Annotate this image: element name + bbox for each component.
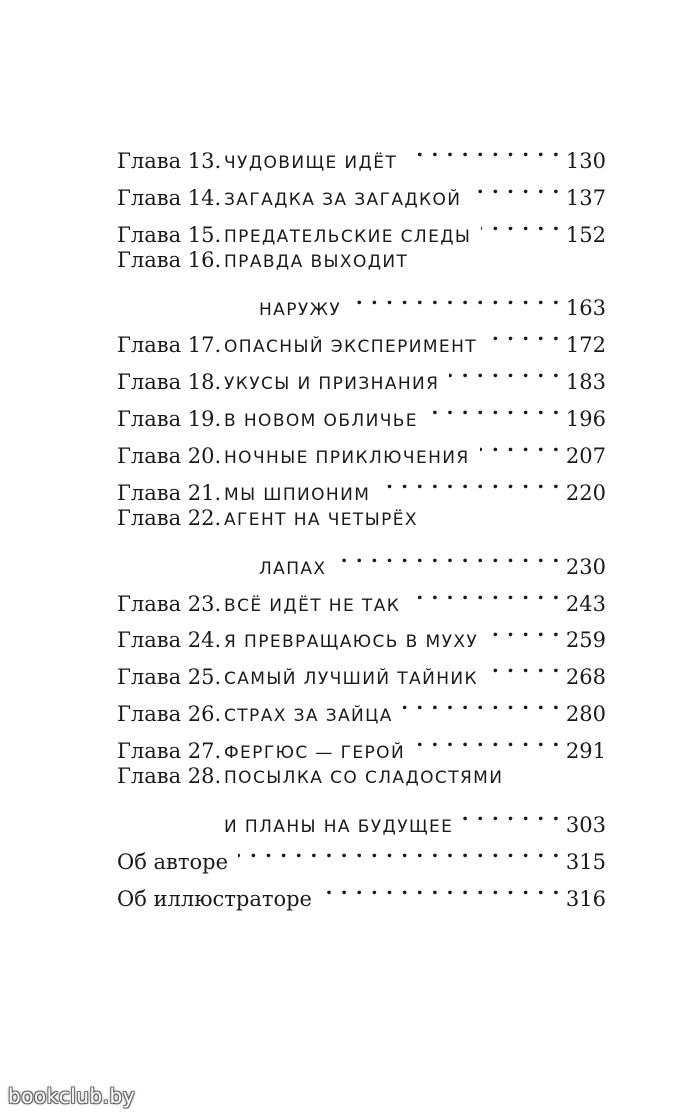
page-number: 230: [565, 554, 606, 579]
table-of-contents: [117, 131, 606, 911]
toc-entry-about-illustrator: [117, 869, 606, 911]
toc-entry: [117, 758, 606, 837]
watermark: bookclub.by: [8, 1084, 136, 1108]
leader-dots: [410, 574, 560, 611]
chapter-label: Глава 21.: [117, 480, 222, 505]
chapter-title-continued: И ПЛАНЫ НА БУДУЩЕЕ: [224, 816, 454, 837]
chapter-title: В НОВОМ ОБЛИЧЬЕ: [224, 411, 418, 432]
chapter-title: Я ПРЕВРАЩАЮСЬ В МУХУ: [224, 632, 479, 653]
chapter-title: ПРЕДАТЕЛЬСКИЕ СЛЕДЫ: [224, 226, 472, 247]
page-number: 280: [565, 702, 606, 727]
page-number: 163: [565, 296, 606, 321]
page-number: 207: [565, 444, 606, 469]
toc-entry: [117, 611, 606, 653]
toc-entry: [117, 684, 606, 727]
chapter-label: Глава 14.: [117, 185, 222, 210]
toc-entry: [117, 463, 606, 505]
leader-dots: [488, 647, 560, 684]
leader-dots: [487, 315, 560, 352]
page-number: 183: [565, 370, 606, 395]
leader-dots: [449, 352, 560, 389]
chapter-label: Глава 13.: [117, 148, 222, 173]
leader-dots: [415, 721, 560, 758]
leader-dots: [403, 684, 560, 721]
leader-dots: [322, 869, 560, 906]
leader-dots: [481, 205, 560, 242]
chapter-title: ФЕРГЮС — ГЕРОЙ: [224, 743, 406, 764]
chapter-title: ПОСЫЛКА СО СЛАДОСТЯМИ: [224, 768, 504, 789]
chapter-title: ПРАВДА ВЫХОДИТ: [224, 251, 409, 272]
toc-entry: [117, 168, 606, 210]
toc-entry: [117, 426, 606, 469]
page-number: 291: [565, 739, 606, 764]
page-number: 316: [565, 886, 606, 911]
chapter-title: САМЫЙ ЛУЧШИЙ ТАЙНИК: [224, 669, 478, 690]
entry-label: Об авторе: [117, 849, 229, 874]
chapter-label: Глава 18.: [117, 370, 222, 395]
chapter-title: МЫ ШПИОНИМ: [224, 484, 371, 505]
toc-entry: [117, 131, 606, 173]
page-number: 220: [565, 480, 606, 505]
chapter-title-continued: ЛАПАХ: [259, 558, 327, 579]
page-number: 259: [565, 628, 606, 653]
page-number: 243: [565, 591, 606, 616]
toc-entry: [117, 500, 606, 579]
leader-dots: [428, 389, 560, 426]
leader-dots: [238, 832, 560, 869]
leader-dots: [480, 426, 560, 463]
chapter-title: ЧУДОВИЩЕ ИДЁТ: [224, 152, 398, 173]
chapter-label: Глава 22.: [117, 505, 222, 530]
leader-dots: [463, 795, 560, 832]
toc-entry: [117, 721, 606, 764]
leader-dots: [488, 611, 560, 648]
chapter-label: Глава 28.: [117, 764, 222, 789]
leader-dots: [471, 168, 559, 205]
entry-label: Об иллюстраторе: [117, 886, 312, 911]
chapter-label: Глава 27.: [117, 739, 222, 764]
toc-entry: [117, 205, 606, 247]
toc-entry: [117, 352, 606, 395]
toc-entry: [117, 389, 606, 432]
chapter-label: Глава 25.: [117, 665, 222, 690]
chapter-label: Глава 15.: [117, 222, 222, 247]
chapter-label: Глава 19.: [117, 407, 222, 432]
leader-dots: [407, 131, 560, 168]
page-number: 303: [565, 812, 606, 837]
leader-dots: [351, 279, 560, 316]
toc-entry: [117, 315, 606, 358]
chapter-title: НОЧНЫЕ ПРИКЛЮЧЕНИЯ: [224, 448, 470, 469]
chapter-title: ОПАСНЫЙ ЭКСПЕРИМЕНТ: [224, 337, 478, 358]
toc-entry: [117, 647, 606, 690]
chapter-title: СТРАХ ЗА ЗАЙЦА: [224, 706, 393, 727]
chapter-label: Глава 23.: [117, 591, 222, 616]
leader-dots: [380, 463, 560, 500]
page-number: 315: [565, 849, 606, 874]
chapter-label: Глава 20.: [117, 444, 222, 469]
toc-entry: [117, 574, 606, 616]
chapter-title: АГЕНТ НА ЧЕТЫРЁХ: [224, 509, 418, 530]
page-number: 152: [565, 222, 606, 247]
page-number: 172: [565, 333, 606, 358]
toc-entry-about-author: [117, 832, 606, 874]
page-number: 130: [565, 148, 606, 173]
chapter-title: УКУСЫ И ПРИЗНАНИЯ: [224, 374, 440, 395]
chapter-label: Глава 24.: [117, 628, 222, 653]
page-number: 196: [565, 407, 606, 432]
page-number: 268: [565, 665, 606, 690]
chapter-label: Глава 17.: [117, 333, 222, 358]
leader-dots: [336, 537, 559, 574]
chapter-label: Глава 16.: [117, 247, 222, 272]
chapter-title-continued: НАРУЖУ: [259, 300, 342, 321]
toc-entry: [117, 242, 606, 321]
page-number: 137: [565, 185, 606, 210]
chapter-title: ВСЁ ИДЁТ НЕ ТАК: [224, 595, 401, 616]
chapter-label: Глава 26.: [117, 702, 222, 727]
chapter-title: ЗАГАДКА ЗА ЗАГАДКОЙ: [224, 189, 462, 210]
